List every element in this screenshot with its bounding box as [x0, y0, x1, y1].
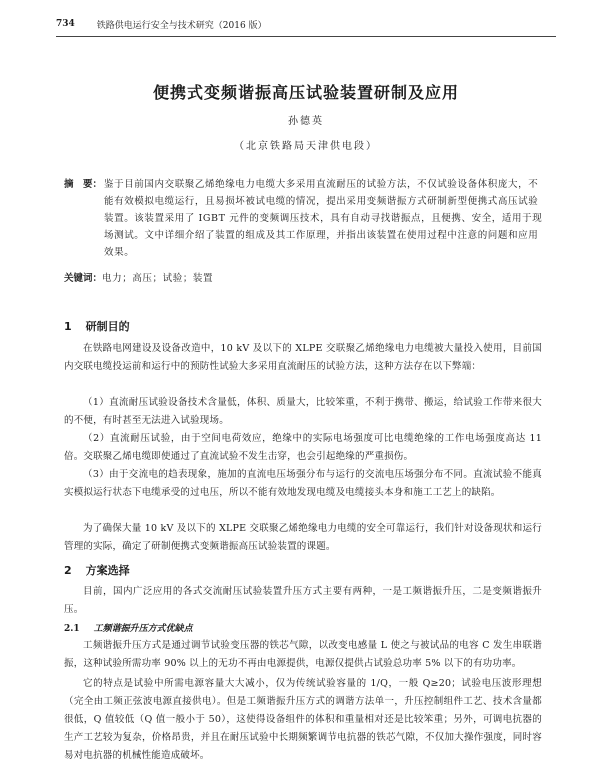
article-affiliation: （北京铁路局天津供电段） [234, 141, 378, 152]
section-heading [64, 562, 130, 578]
section-heading [64, 318, 130, 334]
paragraph: 它的特点是试验中所需电源容量大大减小，仅为传统试验容量的 1/Q，一般 Q≥20；试验电压波形理想（完全由工频正弦波电源直接供电）。但是工频谐振升压方式的调谐方法单一，升压控制组件工艺、技术含量都很低，Q 值较低（Q 值一般小于 50），这使得设备组件的体积和重量相对还是比较笨重；另外，可调电抗器的生产工艺较为复杂，价格昂贵，并且在耐压试验中长期频繁调节电抗器的铁芯气隙，不仅加大操作强度，同时容易对电抗器的机械性能造成破坏。 [64, 678, 542, 761]
section-number: 2 [64, 564, 72, 577]
section-title: 方案选择 [85, 564, 130, 577]
abstract-text: 鉴于目前国内交联聚乙烯绝缘电力电缆大多采用直流耐压的试验方法，不仅试验设备体积庞大，不能有效模拟电缆运行，且易损坏被试电缆的情况，提出采用变频谐振方式研制新型便携式高压试验装置。该装置采用了 IGBT 元件的变频调压技术，具有自动寻找谐振点，且便携、安全，适用于现场测试。文中详细介绍了装置的组成及其工作原理，并指出该装置在使用过程中注意的问题和应用效果。 [104, 179, 543, 258]
paragraph: 目前，国内广泛应用的各式交流耐压试验装置升压方式主要有两种，一是工频谐振升压，二是变频谐振升压。 [64, 586, 542, 615]
article-author: 孙德英 [288, 116, 324, 127]
section-title: 研制目的 [85, 320, 130, 333]
section-number: 1 [64, 320, 72, 333]
journal-name: 铁路供电运行安全与技术研究（2016 版） [96, 20, 267, 31]
paragraph: 工频谐振升压方式是通过调节试验变压器的铁芯气隙，以改变电感量 L 使之与被试品的电容 C 发生串联谐振，这种试验所需功率 90% 以上的无功不再由电源提供，电源仅提供占试验总功率 5% 以下的有功功率。 [64, 640, 542, 669]
abstract-block [64, 176, 544, 261]
paragraph: （2）直流耐压试验，由于空间电荷效应，绝缘中的实际电场强度可比电缆绝缘的工作电场强度高达 11 倍。交联聚乙烯电缆即使通过了直流试验不发生击穿，也会引起绝缘的严重损伤。 [64, 433, 542, 462]
article-title: 便携式变频谐振高压试验装置研制及应用 [152, 83, 459, 102]
keywords-text: 电力；高压；试验；装置 [102, 273, 214, 284]
running-header [56, 16, 556, 32]
paragraph: 为了确保大量 10 kV 及以下的 XLPE 交联聚乙烯绝缘电力电缆的安全可靠运行，我们针对设备现状和运行管理的实际，确定了研制便携式变频谐振高压试验装置的课题。 [64, 523, 542, 552]
header-divider [56, 36, 556, 37]
paragraph: 在铁路电网建设及设备改造中，10 kV 及以下的 XLPE 交联聚乙烯绝缘电力电缆被大量投入使用，目前国内交联电缆投运前和运行中的预防性试验大多采用直流耐压的试验方法，这种方法存在以下弊端： [64, 343, 542, 372]
abstract-label: 摘 要： [64, 179, 103, 190]
page-number: 734 [56, 19, 75, 29]
keywords-label: 关键词： [64, 273, 103, 284]
paragraph: （1）直流耐压试验设备技术含量低，体积、质量大，比较笨重，不利于携带、搬运，给试验工作带来很大的不便，有时甚至无法进入试验现场。 [64, 397, 542, 426]
keywords-block [64, 270, 544, 284]
subsection-number: 2.1 [64, 624, 80, 634]
subsection-heading [64, 621, 193, 634]
subsection-title: 工频谐振升压方式优缺点 [93, 624, 193, 634]
paragraph: （3）由于交流电的趋表现象，施加的直流电压场强分布与运行的交流电压场强分布不同。直流试验不能真实模拟运行状态下电缆承受的过电压，所以不能有效地发现电缆及电缆接头本身和施工工艺上的缺陷。 [64, 469, 542, 498]
